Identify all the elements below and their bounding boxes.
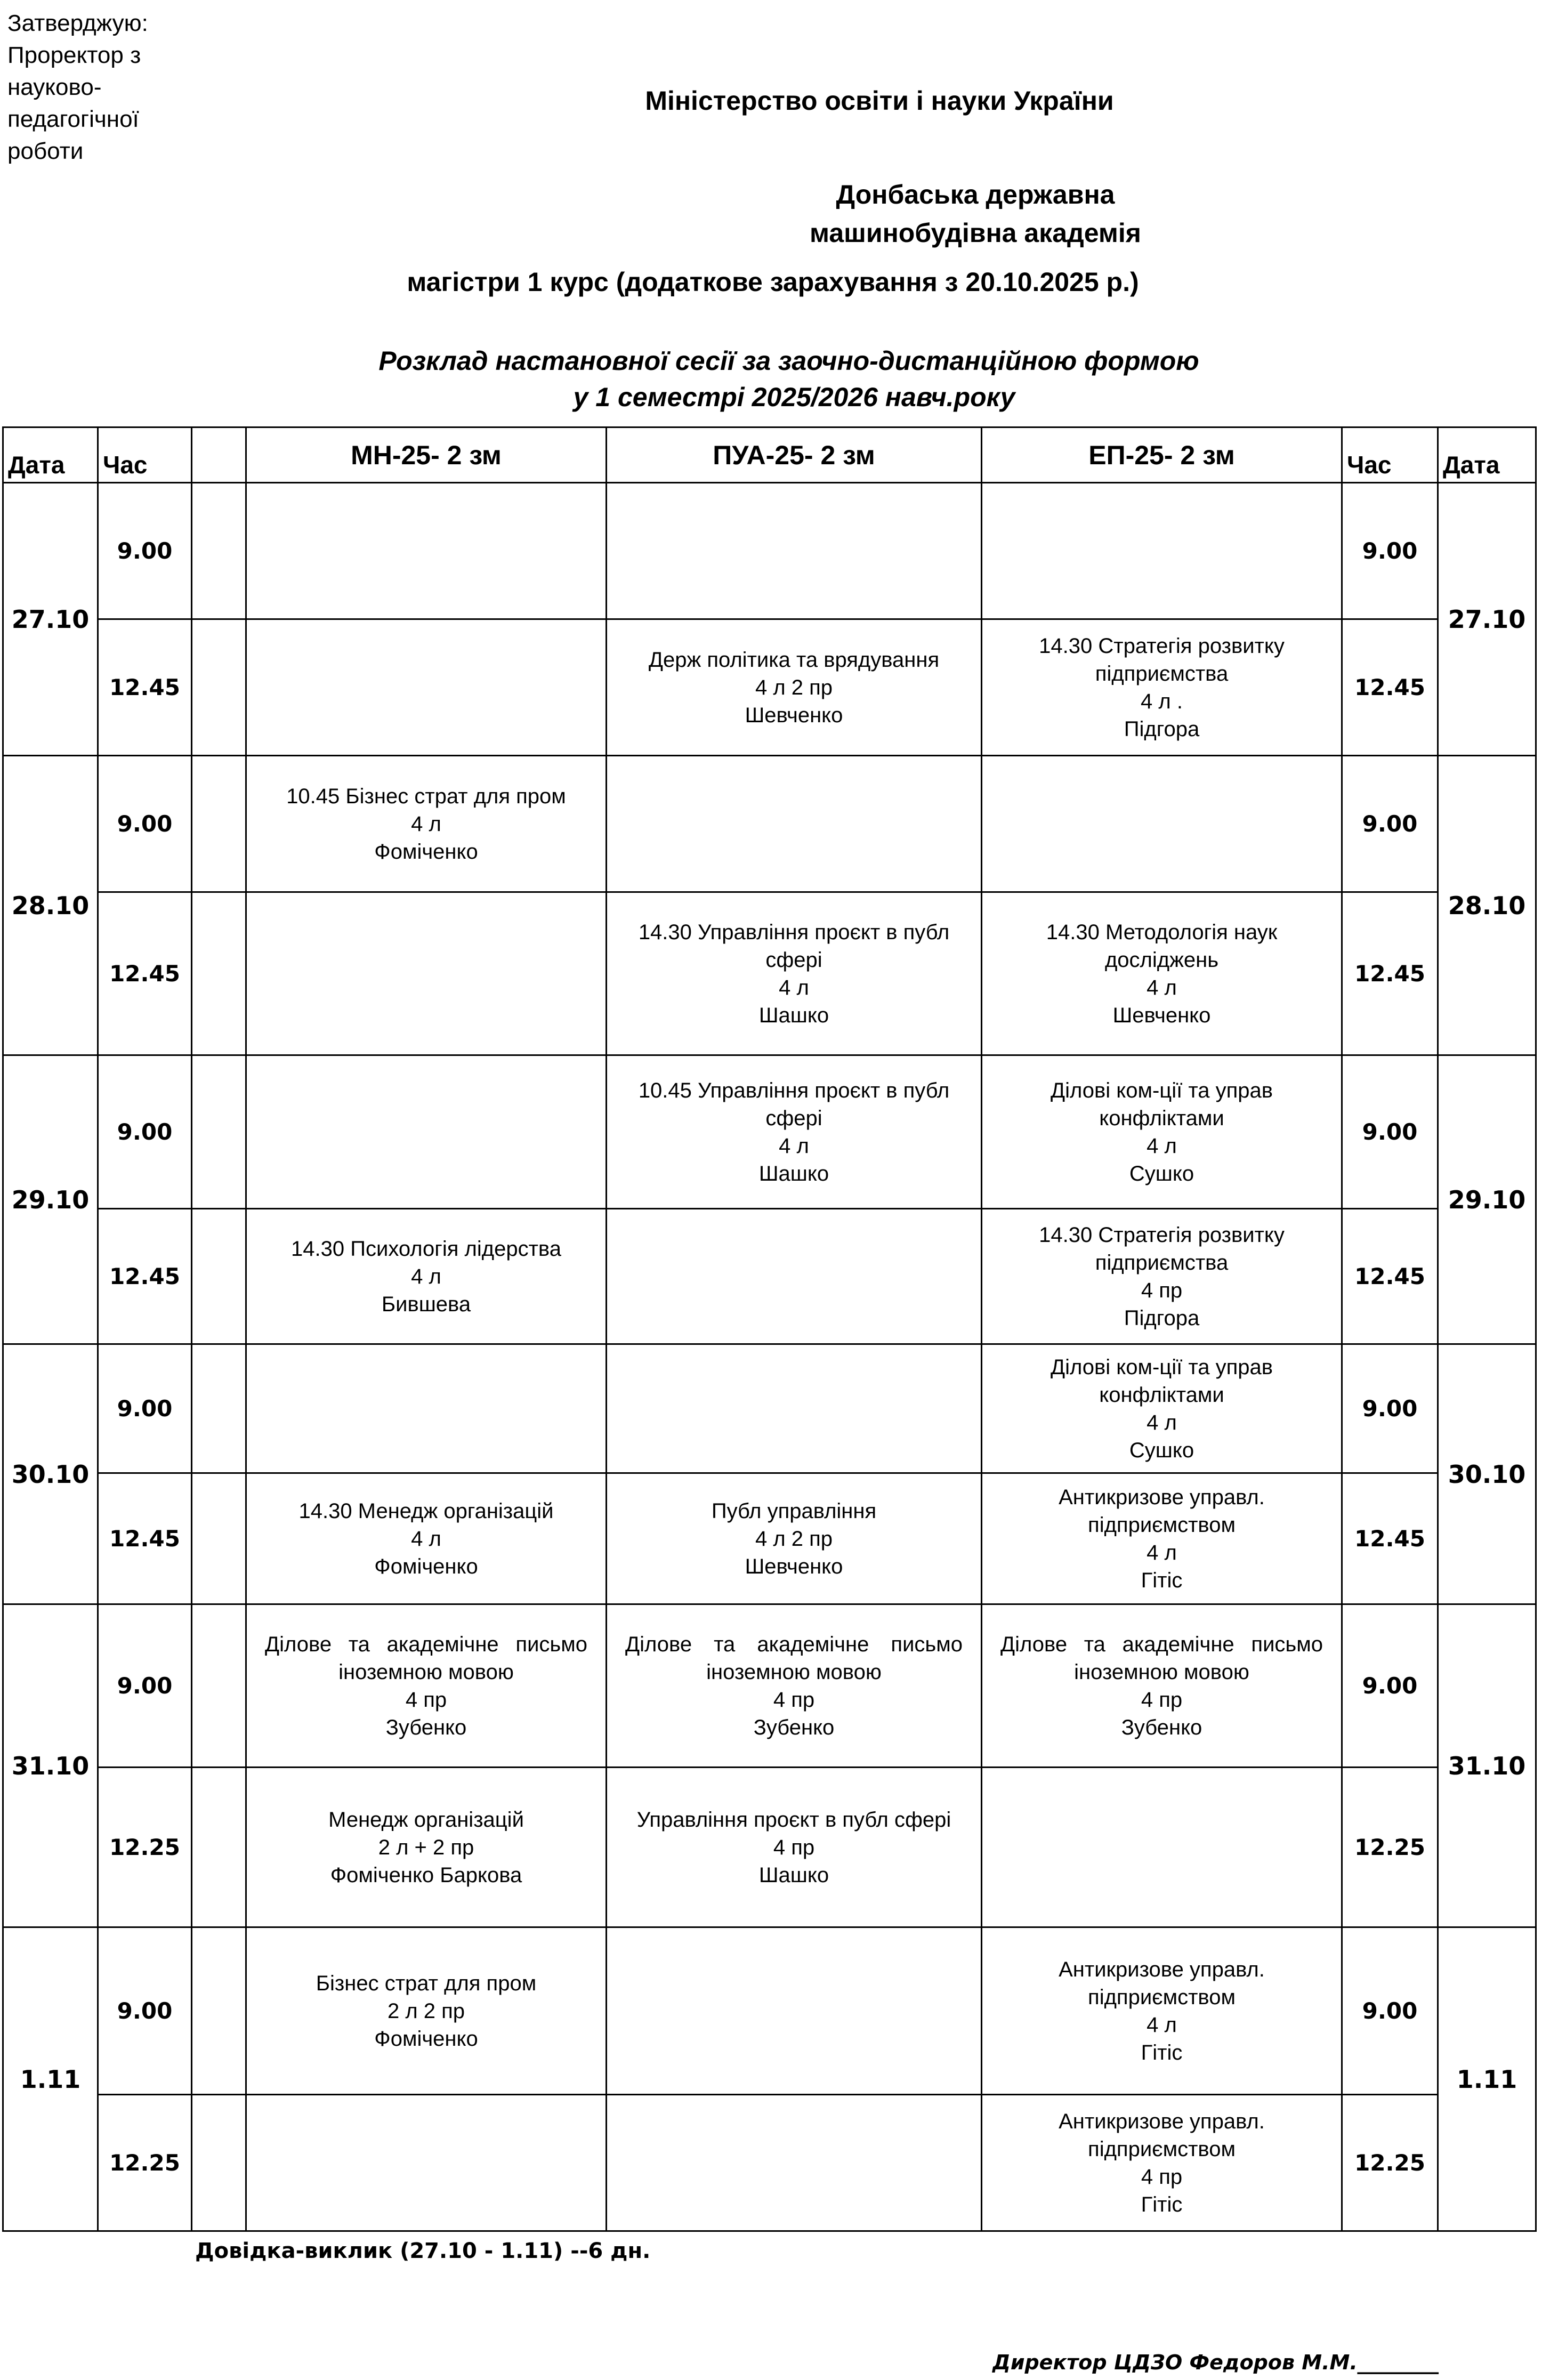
lesson-line: Бізнес страт для пром xyxy=(316,1971,537,1995)
lesson-line: 4 л . xyxy=(1141,689,1183,713)
lesson-line: досліджень xyxy=(1104,948,1219,972)
lesson-line: 4 л xyxy=(1147,975,1177,999)
date-cell: 29.10 xyxy=(3,1055,98,1344)
course-title: магістри 1 курс (додаткове зарахування з 20.10.2025 р.) xyxy=(407,267,1139,297)
lesson-line: Фоміченко xyxy=(374,2027,478,2051)
lesson-line: 4 пр xyxy=(405,1688,447,1712)
date-cell: 1.11 xyxy=(3,1927,98,2231)
date-cell-right: 1.11 xyxy=(1438,1927,1536,2231)
lesson-line: 14.30 Управління проєкт в публ xyxy=(638,920,950,944)
time-cell-right: 9.00 xyxy=(1342,1055,1438,1209)
lesson-line: сфері xyxy=(765,1106,822,1130)
time-cell: 12.45 xyxy=(98,1209,192,1344)
lesson-line: 4 л 2 пр xyxy=(755,1527,833,1551)
date-cell-right: 27.10 xyxy=(1438,483,1536,756)
lesson-cell xyxy=(607,2095,982,2231)
table-row xyxy=(3,1473,1536,1604)
lesson-cell xyxy=(607,892,982,1055)
table-row xyxy=(3,619,1536,756)
lesson-line: Менедж організацій xyxy=(328,1808,524,1832)
lesson-line: Шевченко xyxy=(745,1554,843,1578)
blank-cell xyxy=(192,1344,246,1473)
lesson-line: 4 л xyxy=(1147,1410,1177,1434)
academy-name-line1: Донбаська державна xyxy=(836,180,1115,209)
lesson-line: 4 л xyxy=(1147,1134,1177,1158)
approval-line: роботи xyxy=(7,138,84,164)
blank-cell xyxy=(192,1604,246,1768)
lesson-line: 10.45 Бізнес страт для пром xyxy=(286,784,566,808)
col-header-date: Дата xyxy=(3,427,98,483)
col-header-time: Час xyxy=(98,427,192,483)
table-row xyxy=(3,2095,1536,2231)
approval-line: Затверджую: xyxy=(7,10,148,36)
time-cell: 9.00 xyxy=(98,1344,192,1473)
lesson-line: Держ політика та врядування xyxy=(648,648,940,672)
date-cell: 31.10 xyxy=(3,1604,98,1927)
approval-line: педагогічної xyxy=(7,106,139,132)
lesson-cell xyxy=(982,1604,1342,1768)
date-cell-right: 31.10 xyxy=(1438,1604,1536,1927)
lesson-cell xyxy=(246,483,607,619)
lesson-cell xyxy=(607,1209,982,1344)
time-cell: 9.00 xyxy=(98,1055,192,1209)
col-header-group-mn: МН-25- 2 зм xyxy=(246,427,607,483)
lesson-line: конфліктами xyxy=(1099,1383,1224,1407)
lesson-line: підприємства xyxy=(1095,1250,1229,1274)
approval-line: науково- xyxy=(7,74,102,100)
lesson-line: 14.30 Психологія лідерства xyxy=(291,1237,561,1261)
table-row xyxy=(3,1344,1536,1473)
table-row xyxy=(3,1927,1536,2095)
lesson-line: 4 л xyxy=(411,812,441,836)
time-cell-right: 12.25 xyxy=(1342,1768,1438,1927)
time-cell: 9.00 xyxy=(98,1604,192,1768)
lesson-line: 4 л 2 пр xyxy=(755,675,833,699)
lesson-line: Гітіс xyxy=(1141,2192,1183,2216)
lesson-line: 4 пр xyxy=(1141,2165,1183,2189)
schedule-title-line2: у 1 семестрі 2025/2026 навч.року xyxy=(573,382,1015,412)
lesson-line: 4 пр xyxy=(1141,1278,1183,1302)
lesson-line: Ділове та академічне письмо іноземною мовою xyxy=(625,1632,963,1684)
blank-cell xyxy=(192,892,246,1055)
lesson-cell xyxy=(246,1209,607,1344)
blank-cell xyxy=(192,756,246,892)
schedule-table xyxy=(2,426,1537,2232)
time-cell-right: 9.00 xyxy=(1342,756,1438,892)
lesson-cell xyxy=(982,483,1342,619)
lesson-line: 2 л 2 пр xyxy=(387,1999,465,2023)
time-cell-right: 12.45 xyxy=(1342,619,1438,756)
lesson-cell xyxy=(607,1927,982,2095)
schedule-title-line1: Розклад настановної сесії за заочно-дистанційною формою xyxy=(378,346,1199,376)
time-cell: 12.45 xyxy=(98,619,192,756)
lesson-line: Антикризове управл. xyxy=(1059,2109,1265,2133)
time-cell: 12.45 xyxy=(98,1473,192,1604)
lesson-cell xyxy=(982,1927,1342,2095)
table-row xyxy=(3,1768,1536,1927)
lesson-line: Ділові ком-ції та управ xyxy=(1051,1355,1273,1379)
time-cell: 9.00 xyxy=(98,756,192,892)
lesson-line: 4 пр xyxy=(773,1688,815,1712)
lesson-line: Антикризове управл. xyxy=(1059,1485,1265,1509)
ministry-title: Міністерство освіти і науки України xyxy=(645,86,1114,116)
date-cell: 28.10 xyxy=(3,756,98,1055)
lesson-line: підприємством xyxy=(1088,2137,1236,2161)
approval-block xyxy=(7,7,178,167)
lesson-line: Підгора xyxy=(1124,1306,1200,1330)
lesson-line: Шашко xyxy=(758,1863,829,1887)
lesson-line: Ділове та академічне письмо іноземною мовою xyxy=(1000,1632,1323,1684)
col-header-group-pua: ПУА-25- 2 зм xyxy=(607,427,982,483)
lesson-cell xyxy=(607,1604,982,1768)
lesson-cell xyxy=(246,1604,607,1768)
blank-cell xyxy=(192,1927,246,2095)
lesson-cell xyxy=(982,1344,1342,1473)
lesson-cell xyxy=(246,1768,607,1927)
lesson-line: 10.45 Управління проєкт в публ xyxy=(638,1078,950,1102)
lesson-line: Сушко xyxy=(1129,1438,1194,1462)
table-header-row xyxy=(3,427,1536,483)
lesson-cell xyxy=(982,1768,1342,1927)
lesson-line: Гітіс xyxy=(1141,1568,1183,1592)
time-cell-right: 12.25 xyxy=(1342,2095,1438,2231)
lesson-line: 4 л xyxy=(779,975,809,999)
blank-cell xyxy=(192,619,246,756)
time-cell: 9.00 xyxy=(98,1927,192,2095)
blank-cell xyxy=(192,483,246,619)
blank-cell xyxy=(192,1473,246,1604)
lesson-line: Ділове та академічне письмо іноземною мовою xyxy=(265,1632,587,1684)
lesson-line: Антикризове управл. xyxy=(1059,1957,1265,1981)
lesson-line: 14.30 Стратегія розвитку xyxy=(1039,1223,1285,1247)
time-cell-right: 9.00 xyxy=(1342,1927,1438,2095)
lesson-cell xyxy=(982,756,1342,892)
lesson-line: Фоміченко xyxy=(374,1554,478,1578)
lesson-line: підприємства xyxy=(1095,661,1229,685)
approval-line: Проректор з xyxy=(7,42,141,68)
lesson-line: Шевченко xyxy=(745,703,843,727)
lesson-line: 14.30 Методологія наук xyxy=(1046,920,1278,944)
lesson-cell xyxy=(246,1473,607,1604)
time-cell-right: 12.45 xyxy=(1342,892,1438,1055)
lesson-line: 4 л xyxy=(411,1264,441,1288)
table-row xyxy=(3,1604,1536,1768)
lesson-line: конфліктами xyxy=(1099,1106,1224,1130)
lesson-cell xyxy=(246,1344,607,1473)
lesson-cell xyxy=(607,619,982,756)
blank-cell xyxy=(192,1768,246,1927)
lesson-line: Фоміченко Баркова xyxy=(330,1863,522,1887)
table-row xyxy=(3,756,1536,892)
time-cell: 9.00 xyxy=(98,483,192,619)
lesson-line: Сушко xyxy=(1129,1161,1194,1185)
lesson-cell xyxy=(246,756,607,892)
lesson-cell xyxy=(246,892,607,1055)
blank-cell xyxy=(192,2095,246,2231)
lesson-line: Управління проєкт в публ сфері xyxy=(636,1808,951,1832)
date-cell-right: 29.10 xyxy=(1438,1055,1536,1344)
lesson-line: Гітіс xyxy=(1141,2040,1183,2064)
lesson-line: Шашко xyxy=(758,1003,829,1027)
lesson-cell xyxy=(246,1927,607,2095)
lesson-line: Ділові ком-ції та управ xyxy=(1051,1078,1273,1102)
lesson-line: 4 л xyxy=(1147,2013,1177,2037)
lesson-line: Зубенко xyxy=(385,1715,467,1739)
time-cell-right: 12.45 xyxy=(1342,1209,1438,1344)
lesson-cell xyxy=(607,756,982,892)
lesson-line: 4 л xyxy=(1147,1540,1177,1564)
lesson-line: Публ управління xyxy=(711,1499,877,1523)
lesson-line: 14.30 Стратегія розвитку xyxy=(1039,634,1285,658)
table-row xyxy=(3,1209,1536,1344)
lesson-line: 4 л xyxy=(779,1134,809,1158)
footnote: Довідка-виклик (27.10 - 1.11) --6 дн. xyxy=(195,2239,651,2263)
date-cell: 30.10 xyxy=(3,1344,98,1604)
lesson-cell xyxy=(982,2095,1342,2231)
time-cell-right: 9.00 xyxy=(1342,483,1438,619)
table-row xyxy=(3,483,1536,619)
time-cell-right: 12.45 xyxy=(1342,1473,1438,1604)
lesson-line: Зубенко xyxy=(1121,1715,1202,1739)
lesson-cell xyxy=(246,2095,607,2231)
col-header-blank xyxy=(192,427,246,483)
lesson-line: 2 л + 2 пр xyxy=(378,1835,474,1859)
lesson-line: Бившева xyxy=(381,1292,471,1316)
date-cell-right: 30.10 xyxy=(1438,1344,1536,1604)
col-header-date-right: Дата xyxy=(1438,427,1536,483)
lesson-line: Фоміченко xyxy=(374,840,478,864)
table-row xyxy=(3,1055,1536,1209)
lesson-cell xyxy=(982,1209,1342,1344)
lesson-line: підприємством xyxy=(1088,1513,1236,1537)
academy-name-line2: машинобудівна академія xyxy=(810,218,1141,248)
lesson-line: 14.30 Менедж організацій xyxy=(298,1499,554,1523)
lesson-cell xyxy=(607,1473,982,1604)
lesson-line: Зубенко xyxy=(753,1715,835,1739)
lesson-line: Шашко xyxy=(758,1161,829,1185)
blank-cell xyxy=(192,1209,246,1344)
lesson-line: 4 пр xyxy=(773,1835,815,1859)
time-cell: 12.25 xyxy=(98,1768,192,1927)
lesson-line: Підгора xyxy=(1124,717,1200,741)
lesson-line: 4 пр xyxy=(1141,1688,1183,1712)
blank-cell xyxy=(192,1055,246,1209)
table-row xyxy=(3,892,1536,1055)
lesson-cell xyxy=(246,619,607,756)
time-cell-right: 9.00 xyxy=(1342,1604,1438,1768)
lesson-cell xyxy=(982,1473,1342,1604)
col-header-group-ep: ЕП-25- 2 зм xyxy=(982,427,1342,483)
lesson-cell xyxy=(246,1055,607,1209)
lesson-line: підприємством xyxy=(1088,1985,1236,2009)
col-header-time-right: Час xyxy=(1342,427,1438,483)
date-cell: 27.10 xyxy=(3,483,98,756)
lesson-cell xyxy=(607,1055,982,1209)
time-cell: 12.25 xyxy=(98,2095,192,2231)
lesson-line: 4 л xyxy=(411,1527,441,1551)
date-cell-right: 28.10 xyxy=(1438,756,1536,1055)
time-cell-right: 9.00 xyxy=(1342,1344,1438,1473)
director-signature: Директор ЦДЗО Федоров М.М.________ xyxy=(992,2351,1439,2374)
lesson-line: сфері xyxy=(765,948,822,972)
lesson-cell xyxy=(607,483,982,619)
lesson-line: Шевченко xyxy=(1112,1003,1211,1027)
lesson-cell xyxy=(982,892,1342,1055)
lesson-cell xyxy=(982,1055,1342,1209)
lesson-cell xyxy=(607,1768,982,1927)
lesson-cell xyxy=(982,619,1342,756)
lesson-cell xyxy=(607,1344,982,1473)
time-cell: 12.45 xyxy=(98,892,192,1055)
